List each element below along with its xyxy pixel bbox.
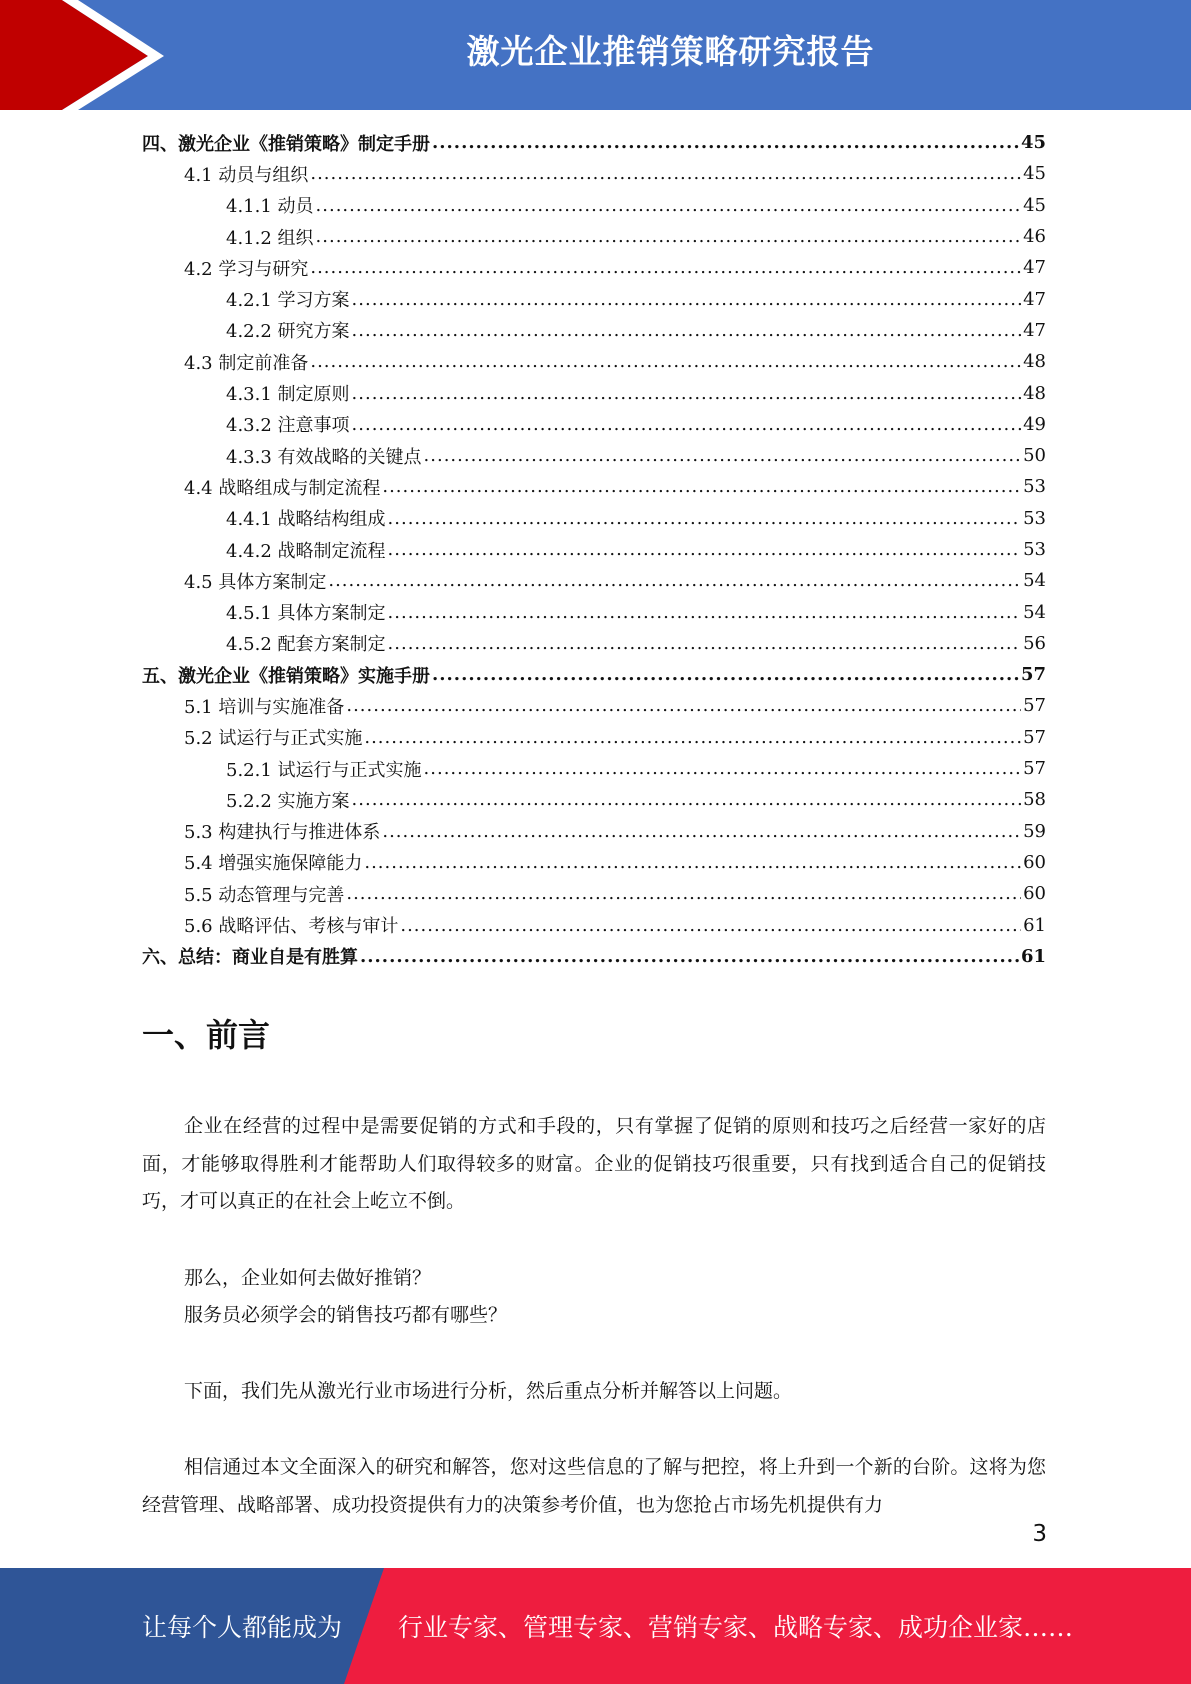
toc-dot-leader: [360, 946, 1019, 967]
toc-entry-page: 57: [1020, 664, 1046, 686]
footer-slogan-left: 让每个人都能成为: [142, 1613, 343, 1642]
toc-dot-leader: [328, 570, 1021, 591]
toc-entry[interactable]: [142, 690, 1046, 721]
toc-entry[interactable]: [142, 409, 1046, 440]
toc-entry[interactable]: [142, 440, 1046, 471]
toc-entry[interactable]: [142, 784, 1046, 815]
toc-entry-page: 60: [1023, 851, 1046, 873]
toc-entry-label: 5.4 增强实施保障能力: [184, 853, 363, 875]
toc-entry[interactable]: [142, 534, 1046, 565]
toc-entry-page: 57: [1023, 695, 1046, 717]
toc-entry-label: 5.2.1 试运行与正式实施: [226, 759, 422, 781]
toc-entry[interactable]: [142, 816, 1046, 847]
toc-entry-page: 60: [1023, 883, 1046, 905]
toc-entry-page: 53: [1023, 507, 1046, 529]
toc-entry[interactable]: [142, 722, 1046, 753]
toc-entry[interactable]: [142, 471, 1046, 502]
toc-entry-label: 5.3 构建执行与推进体系: [184, 822, 381, 844]
section-heading: 一、前言: [142, 1016, 271, 1054]
toc-entry[interactable]: [142, 659, 1046, 690]
toc-entry[interactable]: [142, 503, 1046, 534]
toc-entry[interactable]: [142, 252, 1046, 283]
question-1: 那么，企业如何去做好推销？: [184, 1267, 432, 1289]
toc-dot-leader: [382, 821, 1021, 842]
toc-dot-leader: [352, 289, 1022, 310]
toc-entry-page: 48: [1023, 382, 1046, 404]
toc-dot-leader: [388, 633, 1022, 654]
toc-dot-leader: [388, 508, 1022, 529]
toc-dot-leader: [352, 383, 1022, 404]
toc-dot-leader: [352, 789, 1022, 810]
toc-entry-label: 4.1.2 组织: [226, 227, 314, 249]
toc-entry-page: 53: [1023, 476, 1046, 498]
toc-entry-page: 48: [1023, 351, 1046, 373]
toc-entry-label: 五、激光企业《推销策略》实施手册: [142, 665, 430, 687]
toc-entry-label: 5.2 试运行与正式实施: [184, 728, 363, 750]
toc-dot-leader: [364, 727, 1021, 748]
toc-entry-label: 4.4.2 战略制定流程: [226, 540, 386, 562]
toc-entry[interactable]: [142, 596, 1046, 627]
toc-entry[interactable]: [142, 283, 1046, 314]
toc-entry-page: 57: [1023, 758, 1046, 780]
toc-entry-page: 47: [1023, 319, 1046, 341]
toc-entry-label: 5.1 培训与实施准备: [184, 696, 345, 718]
closing-paragraph: 相信通过本文全面深入的研究和解答，您对这些信息的了解与把控，将上升到一个新的台阶。这将为您经营管理、战略部署、成功投资提供有力的决策参考价值，也为您抢占市场先机提供有力: [142, 1456, 1046, 1516]
toc-dot-leader: [316, 195, 1022, 216]
toc-entry-label: 四、激光企业《推销策略》制定手册: [142, 133, 430, 155]
page-footer: [0, 1568, 1191, 1684]
toc-dot-leader: [310, 257, 1021, 278]
toc-entry-page: 58: [1023, 789, 1046, 811]
toc-entry-label: 4.3.3 有效战略的关键点: [226, 446, 422, 468]
toc-entry-page: 59: [1023, 820, 1046, 842]
toc-entry-label: 4.5 具体方案制定: [184, 571, 327, 593]
footer-slogan-right: 行业专家、管理专家、营销专家、战略专家、成功企业家……: [398, 1613, 1074, 1642]
toc-dot-leader: [388, 539, 1022, 560]
header-title: 激光企业推销策略研究报告: [466, 32, 875, 71]
toc-dot-leader: [400, 915, 1021, 936]
page-number: 3: [1032, 1521, 1047, 1547]
toc-dot-leader: [432, 664, 1019, 685]
toc-entry-label: 4.3.1 制定原则: [226, 384, 350, 406]
toc-dot-leader: [388, 602, 1022, 623]
toc-entry-page: 61: [1023, 914, 1046, 936]
toc-entry-page: 46: [1023, 226, 1046, 248]
toc-entry[interactable]: [142, 221, 1046, 252]
toc-entry-label: 六、总结：商业自是有胜算: [142, 947, 358, 969]
toc-entry-page: 45: [1023, 163, 1046, 185]
toc-entry[interactable]: [142, 377, 1046, 408]
toc-entry[interactable]: [142, 753, 1046, 784]
toc-entry[interactable]: [142, 909, 1046, 940]
toc-entry-label: 4.2.2 研究方案: [226, 321, 350, 343]
toc-entry-label: 4.1 动员与组织: [184, 164, 309, 186]
toc-entry-page: 47: [1023, 257, 1046, 279]
analysis-paragraph: 下面，我们先从激光行业市场进行分析，然后重点分析并解答以上问题。: [184, 1380, 793, 1402]
toc-entry-label: 4.3 制定前准备: [184, 352, 309, 374]
toc-entry-label: 5.6 战略评估、考核与审计: [184, 916, 399, 938]
toc-entry[interactable]: [142, 315, 1046, 346]
toc-entry-label: 5.5 动态管理与完善: [184, 884, 345, 906]
toc-entry-label: 4.2.1 学习方案: [226, 290, 350, 312]
toc-dot-leader: [346, 883, 1021, 904]
toc-entry-page: 45: [1020, 132, 1046, 154]
toc-entry[interactable]: [142, 941, 1046, 972]
toc-dot-leader: [352, 414, 1022, 435]
toc-entry-label: 4.4.1 战略结构组成: [226, 509, 386, 531]
toc-dot-leader: [424, 445, 1022, 466]
toc-entry[interactable]: [142, 127, 1046, 158]
toc-entry-label: 4.5.2 配套方案制定: [226, 634, 386, 656]
toc-entry-page: 50: [1023, 445, 1046, 467]
toc-entry-label: 5.2.2 实施方案: [226, 790, 350, 812]
toc-entry-page: 54: [1023, 570, 1046, 592]
toc-dot-leader: [310, 351, 1021, 372]
toc-dot-leader: [352, 320, 1022, 341]
intro-paragraph: 企业在经营的过程中是需要促销的方式和手段的，只有掌握了促销的原则和技巧之后经营一家好的店面，才能够取得胜利才能帮助人们取得较多的财富。企业的促销技巧很重要，只有找到适合自己的促销技巧，才可以真正的在社会上屹立不倒。: [142, 1115, 1046, 1212]
toc-dot-leader: [382, 476, 1021, 497]
toc-entry-label: 4.5.1 具体方案制定: [226, 603, 386, 625]
toc-entry[interactable]: [142, 847, 1046, 878]
question-2: 服务员必须学会的销售技巧都有哪些？: [184, 1304, 508, 1326]
toc-entry-page: 61: [1020, 945, 1046, 967]
toc-dot-leader: [316, 226, 1022, 247]
toc-entry-page: 53: [1023, 539, 1046, 560]
toc-entry[interactable]: [142, 878, 1046, 909]
toc-entry-label: 4.1.1 动员: [226, 196, 314, 218]
toc-entry-label: 4.3.2 注意事项: [226, 415, 350, 437]
toc-entry-page: 54: [1023, 601, 1046, 623]
toc-dot-leader: [432, 132, 1019, 153]
toc-entry-page: 56: [1023, 632, 1046, 654]
toc-entry-page: 49: [1023, 413, 1046, 435]
toc-entry-page: 47: [1023, 288, 1046, 310]
toc-entry[interactable]: [142, 346, 1046, 377]
toc-dot-leader: [364, 852, 1021, 873]
toc-dot-leader: [346, 695, 1021, 716]
toc-entry-label: 4.2 学习与研究: [184, 258, 309, 280]
page-header: [0, 0, 1191, 110]
toc-entry-page: 45: [1023, 194, 1046, 216]
table-of-contents: [142, 127, 1046, 972]
toc-entry[interactable]: [142, 158, 1046, 189]
toc-dot-leader: [310, 163, 1021, 184]
toc-entry[interactable]: [142, 628, 1046, 659]
toc-entry-page: 57: [1023, 726, 1046, 748]
toc-dot-leader: [424, 758, 1022, 779]
toc-entry[interactable]: [142, 565, 1046, 596]
toc-entry[interactable]: [142, 190, 1046, 221]
toc-entry-label: 4.4 战略组成与制定流程: [184, 477, 381, 499]
